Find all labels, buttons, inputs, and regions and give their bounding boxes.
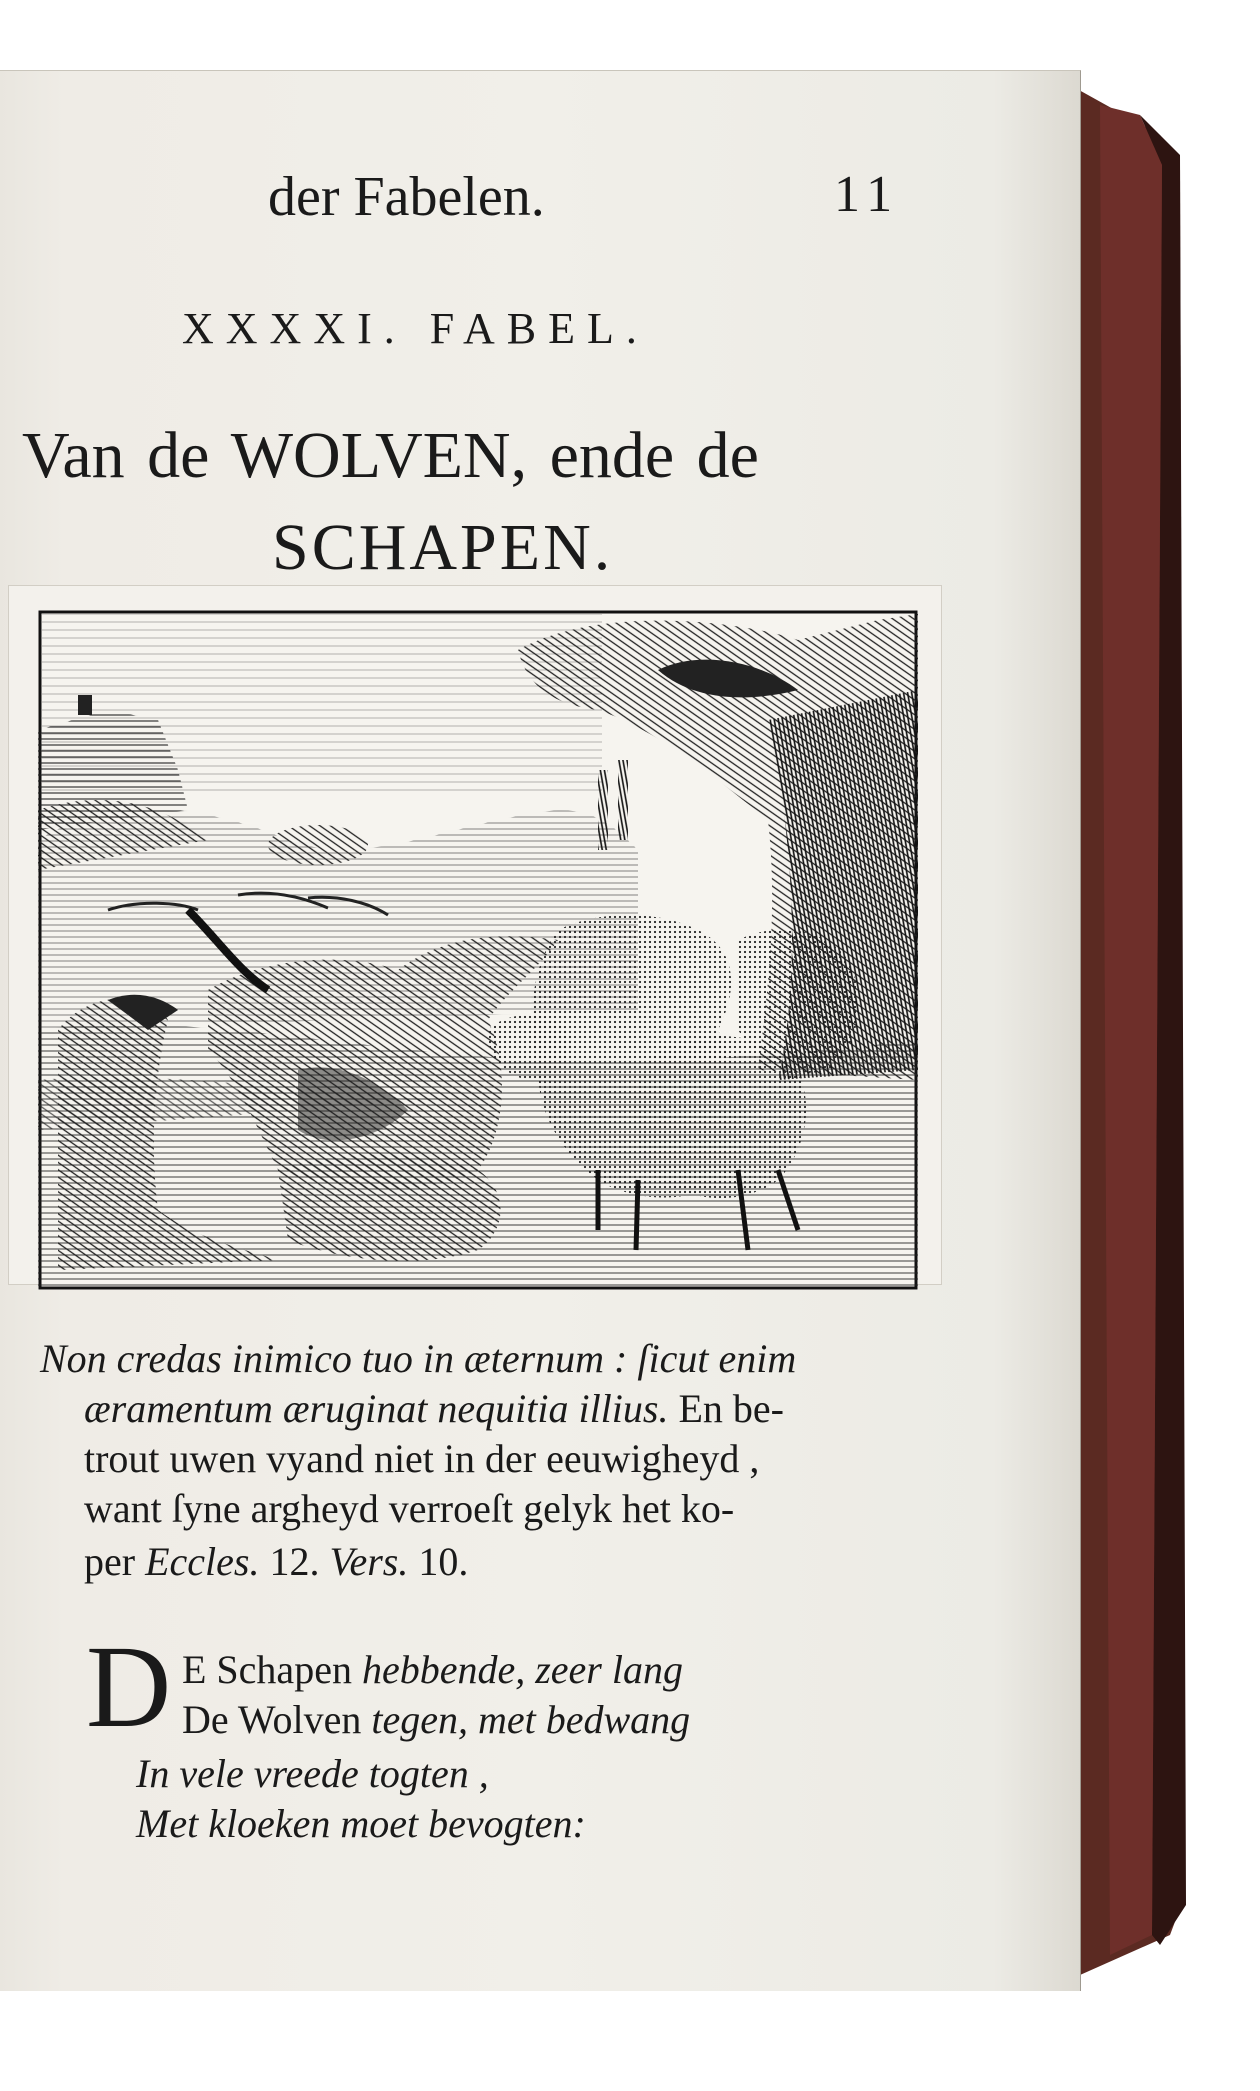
quote-line-5 [84, 1538, 984, 1585]
quote-citation-book: Eccles. [145, 1539, 260, 1584]
verse-line-4: Met kloeken moet bevogten: [136, 1801, 586, 1846]
quote-line-2-dutch: En be- [668, 1386, 784, 1431]
quote-citation-verse-label: Vers. [329, 1539, 409, 1584]
verse-line-1-italic: hebbende, zeer lang [361, 1647, 683, 1692]
quote-line-3: trout uwen vyand niet in der eeuwigheyd , [84, 1436, 760, 1481]
quote-citation-verse: 10. [408, 1539, 469, 1584]
verse-line-1-roman: E Schapen [182, 1647, 362, 1692]
quote-line-5-start: per [84, 1539, 146, 1584]
verse-line-1 [182, 1646, 683, 1693]
fable-number: XXXXI. FABEL. [182, 304, 649, 353]
verse-line-2-roman: De Wolven [182, 1697, 372, 1742]
quote-line-2 [84, 1385, 984, 1432]
verse-line-2-italic: tegen, met bedwang [371, 1697, 691, 1742]
verse-line-2 [182, 1696, 690, 1743]
drop-cap: D [86, 1621, 172, 1752]
fable-title-line-2: SCHAPEN. [272, 511, 614, 584]
engraving-illustration [38, 610, 918, 1290]
running-head: der Fabelen. [268, 166, 545, 228]
quote-line-4: want ſyne argheyd verroeſt gelyk het ko- [84, 1486, 735, 1531]
quote-citation-chapter: 12. [259, 1539, 330, 1584]
verse-line-3: In vele vreede togten , [136, 1751, 489, 1796]
quote-line-2-latin: æramentum æruginat nequitia illius. [84, 1386, 669, 1431]
fable-title-line-1: Van de WOLVEN, ende de [22, 419, 759, 492]
page-number: 11 [834, 166, 901, 223]
quote-line-1: Non credas inimico tuo in æternum : ſicut enim [40, 1336, 797, 1381]
